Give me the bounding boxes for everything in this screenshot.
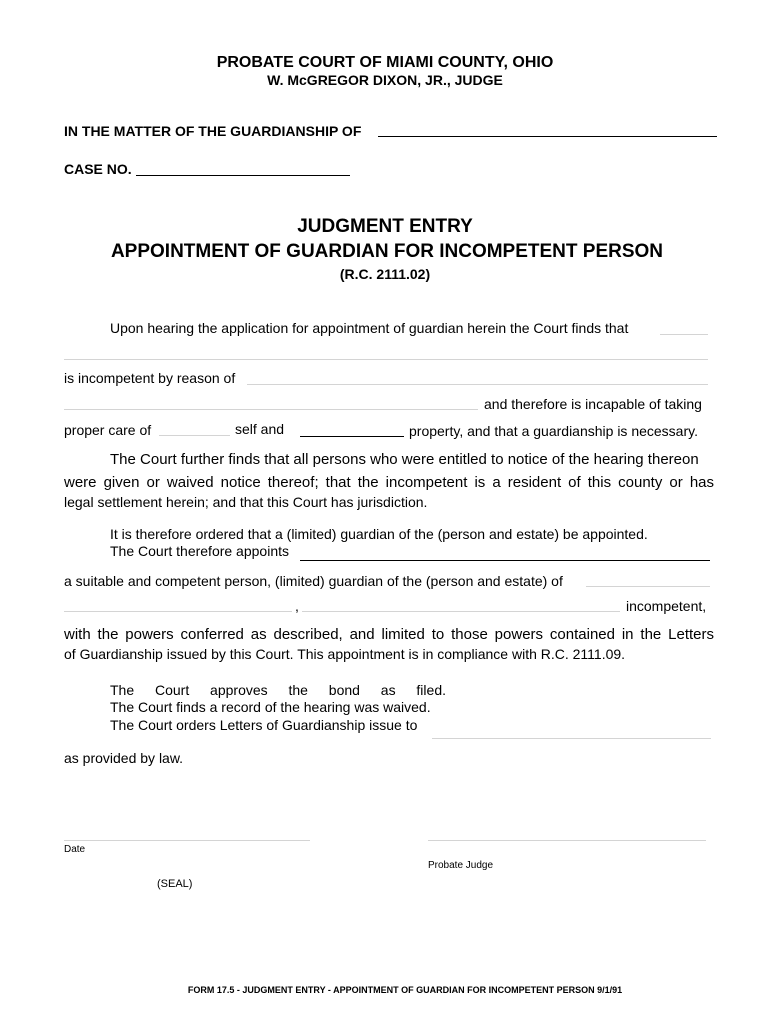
property-clause: property, and that a guardianship is necessary. (409, 423, 698, 439)
incompetence-reason-field[interactable] (247, 384, 708, 385)
appoints-label: The Court therefore appoints (110, 543, 289, 559)
guardianship-of-label: IN THE MATTER OF THE GUARDIANSHIP OF (64, 123, 362, 139)
powers-line-1: with the powers conferred as described, and limited to those powers contained in the Letters (64, 626, 714, 643)
incompetence-reason-field-continued[interactable] (64, 409, 478, 410)
further-finds-line-1: The Court further finds that all persons who were entitled to notice of the hearing thereon (110, 451, 699, 468)
ward-name-field[interactable] (660, 334, 708, 335)
judge-name: W. McGREGOR DIXON, JR., JUDGE (267, 72, 503, 88)
seal-label: (SEAL) (157, 878, 193, 890)
court-title: PROBATE COURT OF MIAMI COUNTY, OHIO (216, 54, 554, 71)
incompetent-name-field-continued[interactable] (64, 611, 292, 612)
letters-issue-text: The Court orders Letters of Guardianship issue to (110, 717, 418, 733)
proper-care-label: proper care of (64, 422, 152, 438)
ward-name-field-continued[interactable] (64, 359, 708, 360)
further-finds-line-2: were given or waived notice thereof; that the incompetent is a resident of this county or has (64, 474, 714, 491)
document-title: JUDGMENT ENTRY (297, 216, 473, 237)
property-of-field[interactable] (300, 436, 404, 437)
bond-approval-text: The Court approves the bond as filed. (110, 682, 446, 698)
findings-intro: Upon hearing the application for appointment of guardian herein the Court finds that (110, 320, 629, 336)
care-of-field[interactable] (159, 435, 230, 436)
case-no-field[interactable] (136, 175, 350, 176)
case-no-label: CASE NO. (64, 161, 132, 177)
further-finds-line-3: legal settlement herein; and that this Court has jurisdiction. (64, 494, 428, 510)
date-field[interactable] (64, 840, 310, 841)
incompetent-name-field[interactable] (586, 586, 710, 587)
suitable-person-text: a suitable and competent person, (limited) guardian of the (person and estate) of (64, 573, 563, 589)
incompetent-label: incompetent, (626, 598, 707, 614)
probate-judge-label: Probate Judge (428, 860, 494, 871)
incompetent-address-field[interactable] (302, 611, 620, 612)
guardian-name-field[interactable] (300, 560, 710, 561)
comma-separator: , (295, 598, 299, 614)
document-subtitle: APPOINTMENT OF GUARDIAN FOR INCOMPETENT PERSON (110, 241, 664, 262)
form-footer: FORM 17.5 - JUDGMENT ENTRY - APPOINTMENT OF GUARDIAN FOR INCOMPETENT PERSON 9/1/91 (187, 985, 623, 995)
letters-issued-to-field[interactable] (432, 738, 711, 739)
incapable-text: and therefore is incapable of taking (484, 396, 702, 412)
self-and-text: self and (235, 421, 285, 437)
statute-reference: (R.C. 2111.02) (339, 266, 431, 282)
date-label: Date (64, 844, 86, 855)
guardianship-of-field[interactable] (378, 136, 717, 137)
powers-line-2: of Guardianship issued by this Court. This appointment is in compliance with R.C. 2111.09. (64, 646, 626, 662)
judge-signature-field[interactable] (428, 840, 706, 841)
order-text: It is therefore ordered that a (limited) guardian of the (person and estate) be appointed. (110, 526, 648, 542)
as-provided-text: as provided by law. (64, 750, 184, 766)
hearing-waived-text: The Court finds a record of the hearing was waived. (110, 699, 431, 715)
incompetent-reason-label: is incompetent by reason of (64, 370, 236, 386)
